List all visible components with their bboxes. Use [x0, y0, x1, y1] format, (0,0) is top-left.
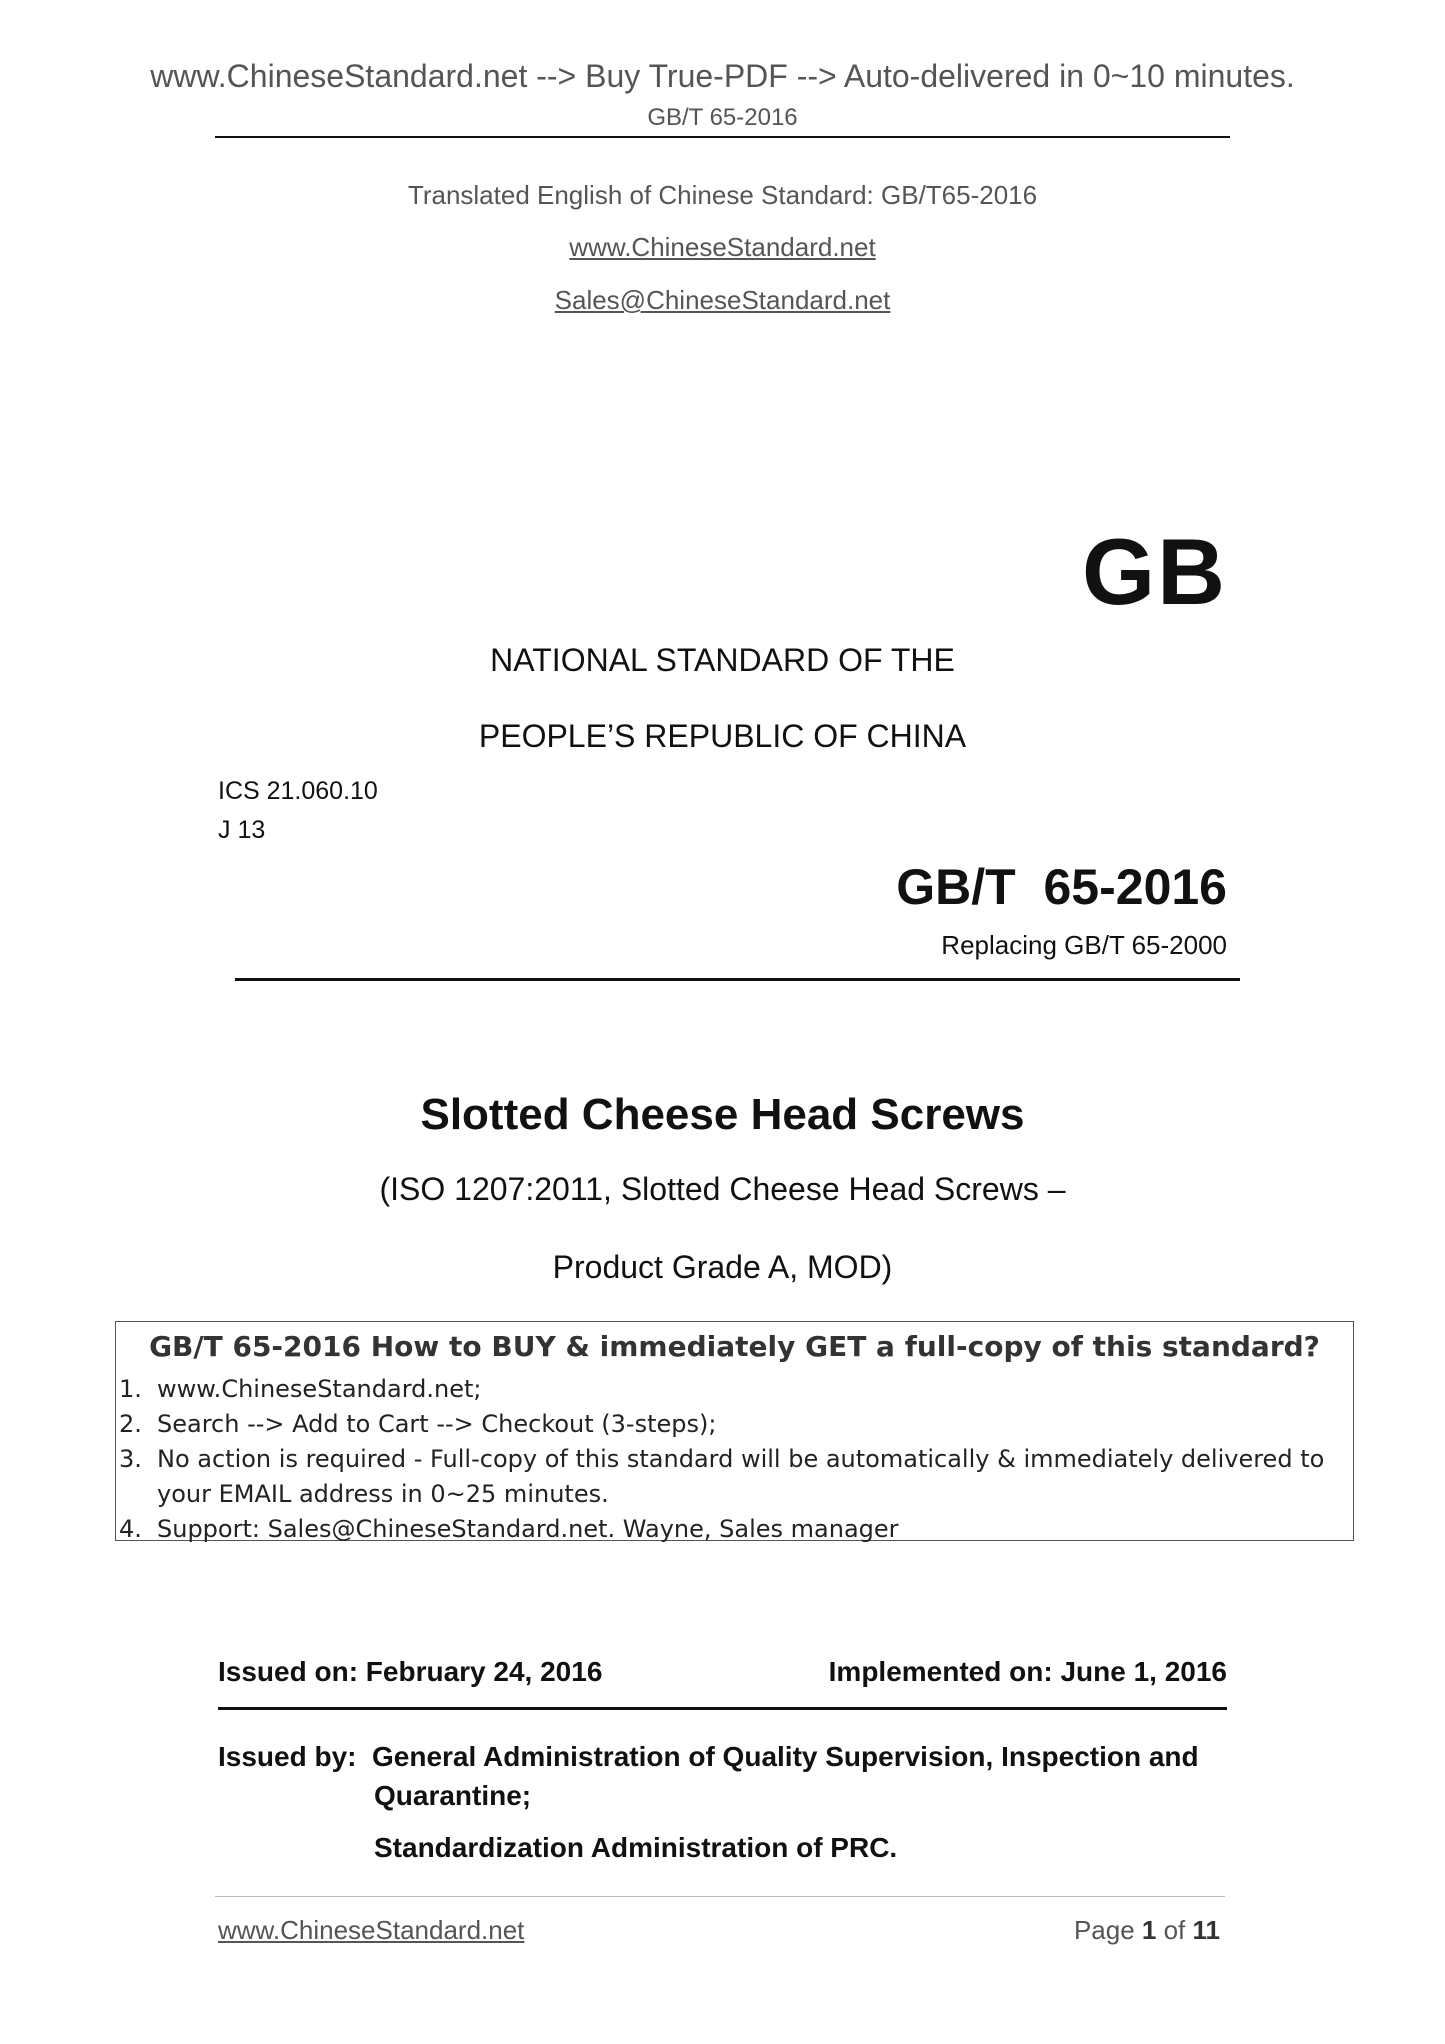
footer-website-link[interactable]: www.ChineseStandard.net: [218, 1915, 525, 1945]
page-prefix: Page: [1073, 1915, 1142, 1945]
page-indicator: [1074, 1915, 1220, 1946]
issued-date: Issued on: February 24, 2016: [218, 1656, 603, 1687]
issuer-line-1: General Administration of Quality Supervision, Inspection and: [372, 1741, 1199, 1772]
issuer-line-3: Standardization Administration of PRC.: [374, 1832, 898, 1863]
step-number: 3.: [119, 1445, 142, 1473]
buy-step-4: [116, 1512, 899, 1546]
subtitle-line-1: (ISO 1207:2011, Slotted Cheese Head Screws –: [379, 1171, 1066, 1207]
header-code: GB/T 65-2016: [647, 104, 798, 131]
translation-email-wrap: [0, 285, 1445, 316]
buy-step-3: [116, 1442, 1324, 1476]
translation-website-wrap: [0, 232, 1445, 263]
buy-step-3-continued: [116, 1477, 609, 1511]
number-divider: [235, 978, 1240, 981]
document-title: Slotted Cheese Head Screws: [420, 1090, 1025, 1139]
issued-by-label: Issued by:: [218, 1741, 357, 1772]
buy-step-2: [116, 1407, 716, 1441]
step-text: Search --> Add to Cart --> Checkout (3-steps);: [157, 1410, 717, 1438]
ccs-code: J 13: [218, 816, 266, 844]
header-divider: [215, 136, 1230, 138]
dates-divider: [218, 1707, 1227, 1710]
subtitle-line-2: Product Grade A, MOD): [552, 1249, 893, 1285]
translation-website-link[interactable]: www.ChineseStandard.net: [569, 232, 876, 262]
page-of: of: [1156, 1915, 1193, 1945]
step-text: Support: Sales@ChineseStandard.net. Wayne, Sales manager: [157, 1515, 899, 1543]
step-website-link[interactable]: www.ChineseStandard.net;: [157, 1375, 482, 1403]
header-banner: www.ChineseStandard.net --> Buy True-PDF --> Auto-delivered in 0~10 minutes.: [150, 58, 1295, 94]
translation-line: Translated English of Chinese Standard: GB/T65-2016: [407, 180, 1038, 210]
ics-code: ICS 21.060.10: [218, 777, 378, 805]
buy-step-1: [116, 1372, 481, 1406]
page-current: 1: [1141, 1915, 1157, 1945]
gb-logo: GB: [1082, 519, 1227, 624]
implemented-date: Implemented on: June 1, 2016: [828, 1656, 1227, 1687]
step-number: 1.: [119, 1375, 142, 1403]
step-number: 2.: [119, 1410, 142, 1438]
step-text: your EMAIL address in 0~25 minutes.: [157, 1480, 609, 1508]
buy-info-box: [115, 1321, 1354, 1541]
replacing-note: Replacing GB/T 65-2000: [941, 930, 1227, 960]
step-number: 4.: [119, 1515, 142, 1543]
page-total: 11: [1192, 1915, 1220, 1945]
footer-divider: [215, 1896, 1225, 1897]
national-line-1: NATIONAL STANDARD OF THE: [490, 642, 955, 678]
buy-box-title: GB/T 65-2016 How to BUY & immediately GET a full-copy of this standard?: [149, 1330, 1320, 1363]
step-text: No action is required - Full-copy of this standard will be automatically & immediately delivered to: [157, 1445, 1325, 1473]
standard-number: GB/T 65-2016: [896, 859, 1227, 915]
issuer-line-2: Quarantine;: [374, 1780, 532, 1811]
national-line-2: PEOPLE’S REPUBLIC OF CHINA: [478, 718, 967, 754]
translation-email-link[interactable]: Sales@ChineseStandard.net: [554, 285, 891, 315]
